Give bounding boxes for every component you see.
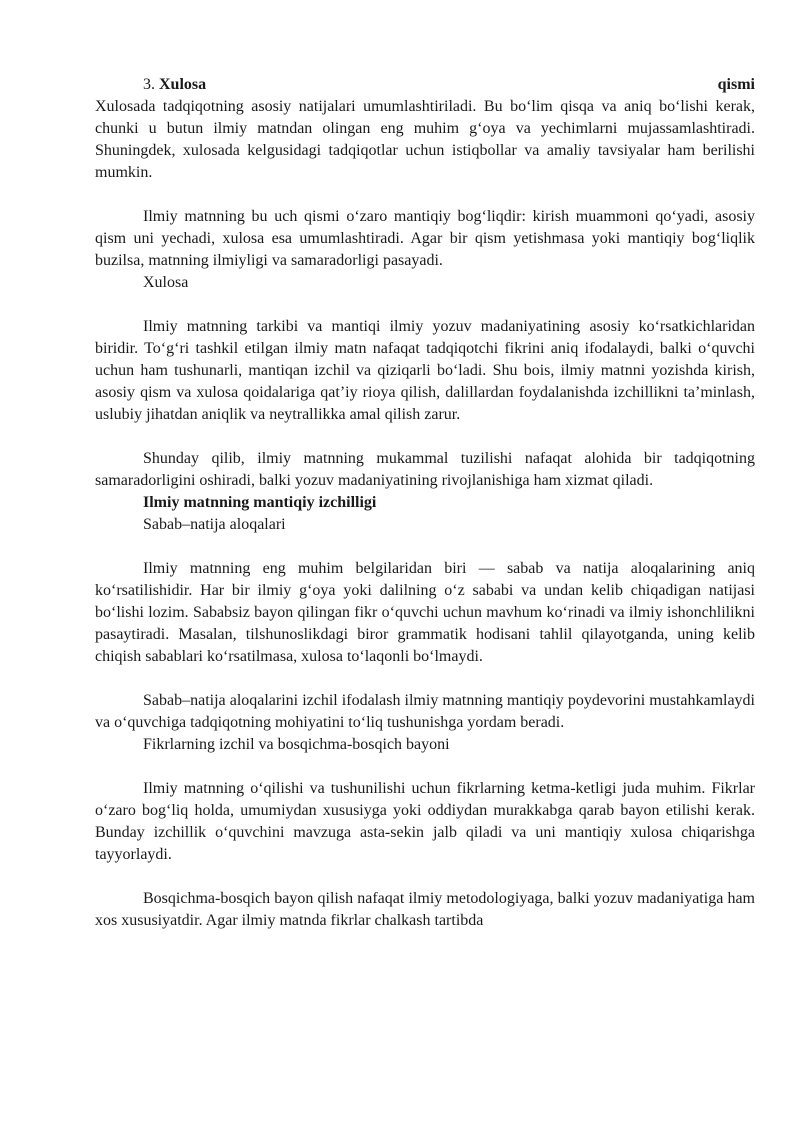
logic-heading: Ilmiy matnning mantiqiy izchilligi bbox=[143, 494, 377, 511]
sequence-subheading: Fikrlarning izchil va bosqichma-bosqich bayoni bbox=[143, 736, 450, 753]
paragraph-conclusion-1: Ilmiy matnning tarkibi va mantiqi ilmiy yozuv madaniyatining asosiy ko‘rsatkichlaridan biridir. To‘g‘ri tashkil etilgan ilmiy matn nafaqat tadqiqotchi fikrini aniq ifodalaydi, balki o‘quvchi uchun ham tushunarli, mantiqan izchil va qiziqarli bo‘ladi. Shu bois, ilmiy matnni yozishda kirish, asosiy qism va xulosa qoidalariga qat’iy rioya qilish, dalillardan foydalanishda izchillikni ta’minlash, uslubiy jihatdan aniqlik va neytrallikka amal qilish zarur. bbox=[95, 318, 755, 423]
section-title: Xulosa bbox=[159, 76, 207, 93]
paragraph-cause-1: Ilmiy matnning eng muhim belgilaridan biri — sabab va natija aloqalarining aniq ko‘rsatilishidir. Har bir ilmiy g‘oya yoki dalilning o‘z sababi va undan kelib chiqadigan natijasi bo‘lishi lozim. Sababsiz bayon qilingan fikr o‘quvchi uchun mavhum ko‘rinadi va ilmiy ishonchlilikni pasaytiradi. Masalan, tilshunoslikdagi biror grammatik hodisani tahlil qilayotganda, uning kelib chiqish sabablari ko‘rsatilmasa, xulosa to‘laqonli bo‘lmaydi. bbox=[95, 560, 755, 665]
conclusion-heading: Xulosa bbox=[143, 274, 189, 291]
paragraph-sequence-2: Bosqichma-bosqich bayon qilish nafaqat ilmiy metodologiyaga, balki yozuv madaniyatiga ham xos xususiyatdir. Agar ilmiy matnda fikrlar chalkash tartibda bbox=[95, 890, 755, 929]
paragraph-sequence-1: Ilmiy matnning o‘qilishi va tushunilishi uchun fikrlarning ketma-ketligi juda muhim. Fikrlar o‘zaro bog‘liq holda, umumiydan xususiyga yoki oddiydan murakkabga qarab bayon etilishi kerak. Bunday izchillik o‘quvchini mavzuga asta-sekin jalb qiladi va uni mantiqiy xulosa chiqarishga tayyorlaydi. bbox=[95, 780, 755, 863]
paragraph-cause-2: Sabab–natija aloqalarini izchil ifodalash ilmiy matnning mantiqiy poydevorini mustahkamlaydi va o‘quvchiga tadqiqotning mohiyatini to‘liq tushunishga yordam beradi. bbox=[95, 692, 755, 731]
section-number: 3. bbox=[143, 76, 155, 93]
section-3-heading bbox=[95, 74, 755, 96]
section-title-tail: qismi bbox=[717, 76, 755, 93]
document-page bbox=[95, 74, 755, 932]
cause-subheading: Sabab–natija aloqalari bbox=[143, 516, 286, 533]
paragraph-connection: Ilmiy matnning bu uch qismi o‘zaro mantiqiy bog‘liqdir: kirish muammoni qo‘yadi, asosiy qism uni yechadi, xulosa esa umumlashtiradi. Agar bir qism yetishmasa yoki mantiqiy bog‘liqlik buzilsa, matnning ilmiyligi va samaradorligi pasayadi. bbox=[95, 208, 755, 269]
paragraph-conclusion-2: Shunday qilib, ilmiy matnning mukammal tuzilishi nafaqat alohida bir tadqiqotning samaradorligini oshiradi, balki yozuv madaniyatining rivojlanishiga ham xizmat qiladi. bbox=[95, 450, 755, 489]
section-3-body: Xulosada tadqiqotning asosiy natijalari umumlashtiriladi. Bu bo‘lim qisqa va aniq bo‘lishi kerak, chunki u butun ilmiy matndan olingan eng muhim g‘oya va yechimlarni mujassamlashtiradi. Shuningdek, xulosada kelgusidagi tadqiqotlar uchun istiqbollar va amaliy tavsiyalar ham berilishi mumkin. bbox=[95, 98, 755, 181]
